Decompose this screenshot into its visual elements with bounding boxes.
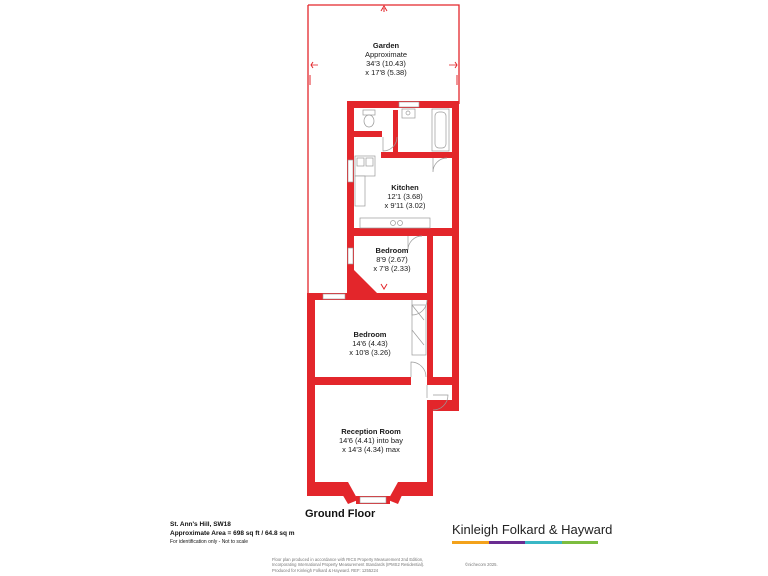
- brand-stripe: [562, 541, 599, 544]
- bedroom-large-dim-1: 14'6 (4.43): [352, 339, 388, 348]
- property-area: Approximate Area = 698 sq ft / 64.8 sq m: [170, 530, 295, 537]
- reception-label: Reception Room: [341, 427, 401, 436]
- bedroom-small-dim-2: x 7'8 (2.33): [373, 264, 411, 273]
- brand-stripe: [525, 541, 562, 544]
- kitchen-dim-2: x 9'11 (3.02): [384, 201, 426, 210]
- kitchen-dim-1: 12'1 (3.68): [387, 192, 423, 201]
- disclaimer: [272, 557, 424, 573]
- floor-title: Ground Floor: [305, 508, 376, 520]
- garden-dim-1: 34'3 (10.43): [366, 59, 406, 68]
- bedroom-large-label: Bedroom: [353, 330, 387, 339]
- reception-dim-2: x 14'3 (4.34) max: [342, 445, 400, 454]
- garden-sub-label: Approximate: [364, 50, 408, 59]
- copyright: ©nichecom 2025.: [465, 562, 498, 567]
- bedroom-small-dim-1: 8'9 (2.67): [376, 255, 408, 264]
- disclaimer-line: Incorporating International Property Measurement Standards (IPMS2 Residential).: [272, 562, 425, 568]
- bedroom-small-label: Bedroom: [375, 246, 409, 255]
- reception-dim-1: 14'6 (4.41) into bay: [339, 436, 403, 445]
- kitchen-label: Kitchen: [391, 183, 419, 192]
- brand-logo: Kinleigh Folkard & Hayward: [452, 522, 613, 537]
- property-address: St. Ann's Hill, SW18: [170, 521, 231, 528]
- doors: [383, 137, 448, 410]
- property-note: For identification only - Not to scale: [170, 539, 249, 545]
- brand-stripe: [489, 541, 526, 544]
- disclaimer-line: Produced for Kinleigh Folkard & Hayward. REF: 1255224: [272, 567, 379, 573]
- brand-stripes: [452, 541, 598, 544]
- disclaimer-line: Floor plan produced in accordance with RICS Property Measurement 2nd Edition,: [272, 557, 424, 562]
- garden-dim-2: x 17'8 (5.38): [365, 68, 407, 77]
- bedroom-large-dim-2: x 10'8 (3.26): [349, 348, 391, 357]
- garden-label: Garden: [372, 41, 400, 50]
- brand-stripe: [452, 541, 489, 544]
- property-info: [170, 520, 295, 547]
